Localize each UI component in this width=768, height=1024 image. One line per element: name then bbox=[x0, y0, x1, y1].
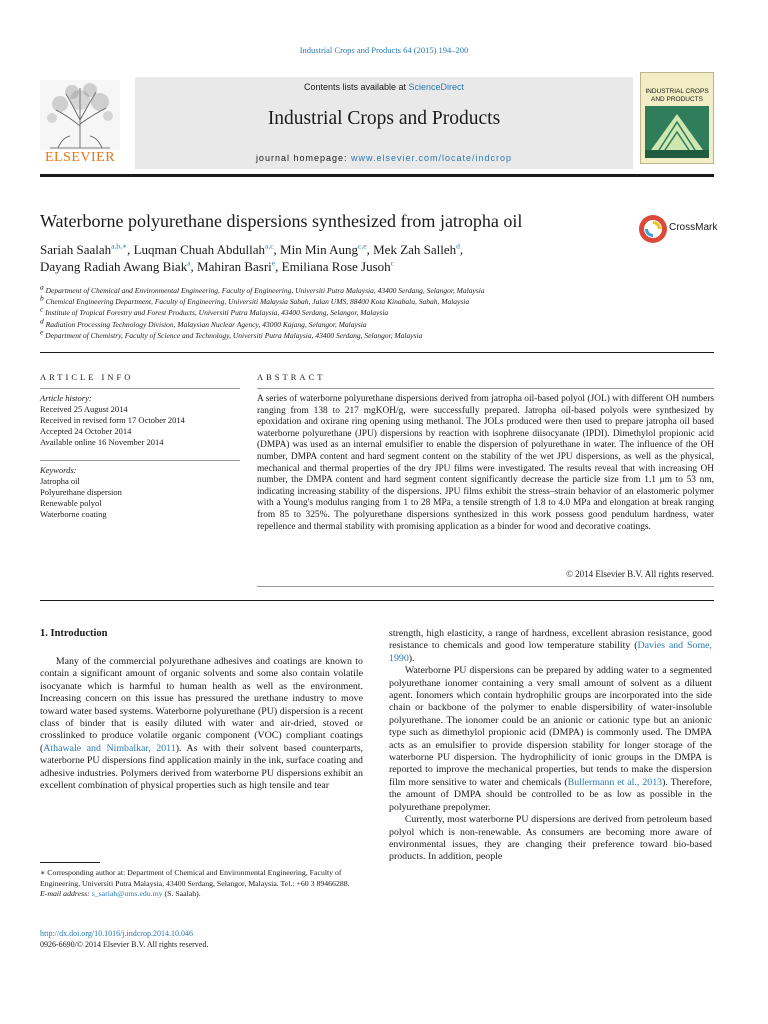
homepage-prefix: journal homepage: bbox=[255, 153, 351, 163]
doi-link[interactable]: http://dx.doi.org/10.1016/j.indcrop.2014.10.046 bbox=[40, 929, 193, 938]
body-column-right bbox=[389, 628, 712, 864]
text-run: strength, high elasticity, a range of hardness, excellent abrasion resistance, good resistance to chemicals and good low temperature stability ( bbox=[389, 628, 712, 652]
author-name[interactable]: Mek Zah Salleh bbox=[373, 242, 457, 257]
history-label: Article history: bbox=[40, 393, 92, 403]
authors-line-1 bbox=[40, 242, 463, 258]
authors-line-2 bbox=[40, 259, 394, 275]
cover-title: INDUSTRIAL CROPS AND PRODUCTS bbox=[645, 88, 709, 103]
abstract-copyright: © 2014 Elsevier B.V. All rights reserved. bbox=[566, 569, 714, 579]
text-run: Many of the commercial polyurethane adhesives and coatings are known to contain a significant amount of organic solvents and some also contain volatile isocyanate which is harmful to human health as well as the environment. Increasing concern on this issue has pressured the urethane industry to move toward water based systems. Waterborne polyurethane (PU) dispersion is a recent class of binder that is easily diluted with water and air-dried, stoved or crosslinked to produce volatile organic component (VOC) compliant coatings ( bbox=[40, 656, 363, 754]
sciencedirect-link[interactable]: ScienceDirect bbox=[408, 82, 465, 92]
affiliation-text: Radiation Processing Technology Division, Malaysian Nuclear Agency, 43000 Kajang, Selangor, Malaysia bbox=[45, 319, 367, 329]
elsevier-tree-icon bbox=[40, 80, 120, 150]
issn-line: 0926-6690/© 2014 Elsevier B.V. All rights reserved. bbox=[40, 940, 209, 949]
elsevier-logo-text: ELSEVIER bbox=[44, 150, 116, 165]
intro-paragraph: Currently, most waterborne PU dispersions are derived from petroleum based polyol which is non-renewable. As consumers are becoming more aware of environmental issues, they are changing their preference toward bio-based products. In addition, people bbox=[389, 814, 712, 863]
email-link[interactable]: s_sariah@ums.edu.my bbox=[91, 889, 163, 898]
affiliation-text: Chemical Engineering Department, Faculty of Engineering, Universiti Malaysia Sabah, Jalan UMS, 88400 Kota Kinabalu, Sabah, Malaysia bbox=[45, 297, 470, 307]
keywords-label: Keywords: bbox=[40, 465, 77, 475]
citation-link[interactable]: Athawale and Nimbalkar, 2011 bbox=[43, 742, 176, 754]
author-sep: , bbox=[275, 259, 282, 274]
history-item: Accepted 24 October 2014 bbox=[40, 426, 132, 436]
affiliation-mark: c bbox=[40, 304, 44, 314]
text-run: ). Therefore, the amount of DMPA should be controlled to be as low as possible in the polyurethane prepolymer. bbox=[389, 776, 713, 813]
author-affil-mark[interactable]: c,e bbox=[358, 241, 367, 251]
crossmark-icon[interactable] bbox=[638, 214, 668, 244]
history-item: Received in revised form 17 October 2014 bbox=[40, 415, 185, 425]
footnote-body: Corresponding author at: Department of Chemical and Environmental Engineering, Faculty of Engineering, Universiti Putra Malaysia, 43400 Serdang, Selangor, Malaysia. Tel.: +60 3 89466288. bbox=[40, 868, 350, 888]
affiliation bbox=[40, 293, 720, 307]
corresponding-author-footnote bbox=[40, 868, 363, 900]
homepage-link[interactable]: www.elsevier.com/locate/indcrop bbox=[351, 153, 513, 163]
email-label: E-mail address: bbox=[40, 889, 92, 898]
affiliation bbox=[40, 316, 720, 330]
author-name[interactable]: Dayang Radiah Awang Biak bbox=[40, 259, 188, 274]
author-name[interactable]: Sariah Saalah bbox=[40, 242, 112, 257]
crossmark-label[interactable]: CrossMark bbox=[669, 222, 718, 233]
homepage-line bbox=[135, 153, 633, 163]
citation-link[interactable]: Davies and Some, 1990 bbox=[389, 640, 712, 664]
article-history bbox=[40, 393, 240, 448]
footnote-text bbox=[40, 868, 363, 889]
email-suffix: (S. Saalah). bbox=[162, 889, 201, 898]
affiliation bbox=[40, 327, 720, 341]
article-info-rule bbox=[40, 388, 240, 389]
keywords bbox=[40, 465, 240, 520]
body-column-left bbox=[40, 656, 363, 792]
text-run: ). bbox=[408, 652, 415, 664]
affiliation-text: Institute of Tropical Forestry and Forest Products, Universiti Putra Malaysia, 43400 Serdang, Selangor, Malaysia bbox=[45, 308, 389, 318]
history-rule bbox=[40, 460, 240, 461]
author-affil-mark[interactable]: a bbox=[187, 258, 191, 268]
author-sep: , bbox=[127, 242, 134, 257]
history-item: Received 25 August 2014 bbox=[40, 404, 128, 414]
footnote-star: ∗ bbox=[40, 868, 46, 877]
history-item: Available online 16 November 2014 bbox=[40, 437, 164, 447]
author-name[interactable]: Mahiran Basri bbox=[197, 259, 272, 274]
author-affil-mark[interactable]: a,c bbox=[265, 241, 274, 251]
contents-prefix: Contents lists available at bbox=[303, 82, 409, 92]
intro-paragraph-continued bbox=[389, 628, 712, 665]
doi-block bbox=[40, 928, 208, 950]
affiliation-text: Department of Chemistry, Faculty of Science and Technology, Universiti Putra Malaysia, 43400 Serdang, Selangor, Malaysia bbox=[45, 330, 423, 340]
author-affil-mark[interactable]: e bbox=[271, 258, 276, 268]
affiliation bbox=[40, 282, 720, 296]
author-sep: , bbox=[459, 242, 464, 257]
keyword: Waterborne coating bbox=[40, 509, 107, 519]
text-run: Waterborne PU dispersions can be prepared by adding water to a segmented polyurethane ionomer containing a very small amount of solvent as a diluent agent. Ionomers which contain hydrophilic groups are incorporated into the side chain or backbone of the polymer to enable dispersibility of water-insoluble polyurethane. The ionomer could be an anionic or cationic type but an anionic type such as dimethylol propionic acid (DMPA) is commonly used. The DMPA acts as an emulsifier to provide dispersion stability for longer storage of the waterborne PU dispersion. The hydrophilicity of ionic groups in the DMPA is reported to improve the mechanical properties, but tends to make the dispersion film more sensitive to water and chemicals ( bbox=[389, 665, 712, 788]
affiliation-mark: b bbox=[40, 293, 44, 303]
author-sep: , bbox=[366, 242, 374, 257]
author-affil-mark[interactable]: c bbox=[390, 258, 395, 268]
affiliations bbox=[40, 282, 720, 341]
abstract-text: A series of waterborne polyurethane dispersions derived from jatropha oil-based polyol (JOL) with different OH numbers ranging from 138 to 217 mgKOH/g, were successfully prepared. Jatropha oil-based polyols were synthesized by epoxidation and oxirane ring opening using methanol. The JOLs produced were then used to prepare jatropha oil based waterborne polyurethane (JPU) dispersions by reaction with isophrene diisocyanate (IPDI). Dimethylol propionic acid (DMPA) was used as an internal emulsifier to enable the dispersion of polyurethane in water. The influence of the OH number, DMPA content and hard segment content on the stability of the wet JPU dispersions, as well as the physical, mechanical and thermal properties of the dry JPU films were investigated. The results reveal that with increasing OH number, the DMPA content and hard segment content significantly decrease the particle size from 1.1 μm to 53 nm, indicating increasing stability of the dispersions. JPU films exhibit the stress–strain behavior of an elastomeric polymer with a Young's modulus ranging from 1 to 28 MPa, a tensile strength of 1.8 to 4.0 MPa and elongation at break ranging from 85 to 325%. The polyurethane dispersions synthesized in this work possess good pendulum hardness, water repellence and thermal stability with promising application as a binder for wood and decorative coatings. bbox=[257, 394, 714, 532]
intro-paragraph bbox=[389, 665, 712, 814]
abstract-rule bbox=[257, 388, 714, 389]
article-title: Waterborne polyurethane dispersions synthesized from jatropha oil bbox=[40, 211, 523, 231]
affiliation-mark: e bbox=[40, 327, 44, 337]
keyword: Renewable polyol bbox=[40, 498, 102, 508]
author-affil-mark[interactable]: a,b,∗ bbox=[111, 241, 128, 251]
front-matter-rule bbox=[40, 600, 714, 601]
citation-link[interactable]: Bullermann et al., 2013 bbox=[567, 776, 663, 788]
affiliations-rule bbox=[40, 352, 714, 353]
text-run: ). As with their solvent based counterparts, waterborne PU dispersions find application mainly in the ink, surface coating and adhesive industries. Polymers derived from waterborne PU dispersions exhibit an excellent combination of physical properties such as high tensile and tear bbox=[40, 742, 364, 792]
abstract-heading: ABSTRACT bbox=[257, 372, 326, 382]
article-info-heading: ARTICLE INFO bbox=[40, 372, 134, 382]
header-rule bbox=[40, 174, 714, 177]
abstract-bottom-rule bbox=[257, 586, 714, 587]
author-sep: , bbox=[190, 259, 198, 274]
cover-art-icon bbox=[645, 106, 709, 158]
affiliation-mark: a bbox=[40, 282, 44, 292]
author-name[interactable]: Emiliana Rose Jusoh bbox=[281, 259, 391, 274]
keyword: Polyurethane dispersion bbox=[40, 487, 122, 497]
intro-paragraph bbox=[40, 656, 363, 792]
author-sep: , bbox=[273, 242, 281, 257]
author-name[interactable]: Luqman Chuah Abdullah bbox=[133, 242, 265, 257]
author-affil-mark[interactable]: d bbox=[456, 241, 460, 251]
footnote-rule bbox=[40, 862, 100, 863]
contents-line bbox=[135, 82, 633, 92]
affiliation-mark: d bbox=[40, 316, 44, 326]
journal-title: Industrial Crops and Products bbox=[267, 108, 501, 129]
keyword: Jatropha oil bbox=[40, 476, 80, 486]
affiliation-text: Department of Chemical and Environmental Engineering, Faculty of Engineering, Universiti Putra Malaysia, 43400 Serdang, Selangor, Malaysia bbox=[45, 286, 485, 295]
author-name[interactable]: Min Min Aung bbox=[280, 242, 359, 257]
journal-reference[interactable]: Industrial Crops and Products 64 (2015) 194–200 bbox=[299, 45, 469, 55]
intro-heading: 1. Introduction bbox=[40, 628, 108, 639]
footnote-email-line bbox=[40, 889, 363, 900]
affiliation bbox=[40, 304, 720, 318]
